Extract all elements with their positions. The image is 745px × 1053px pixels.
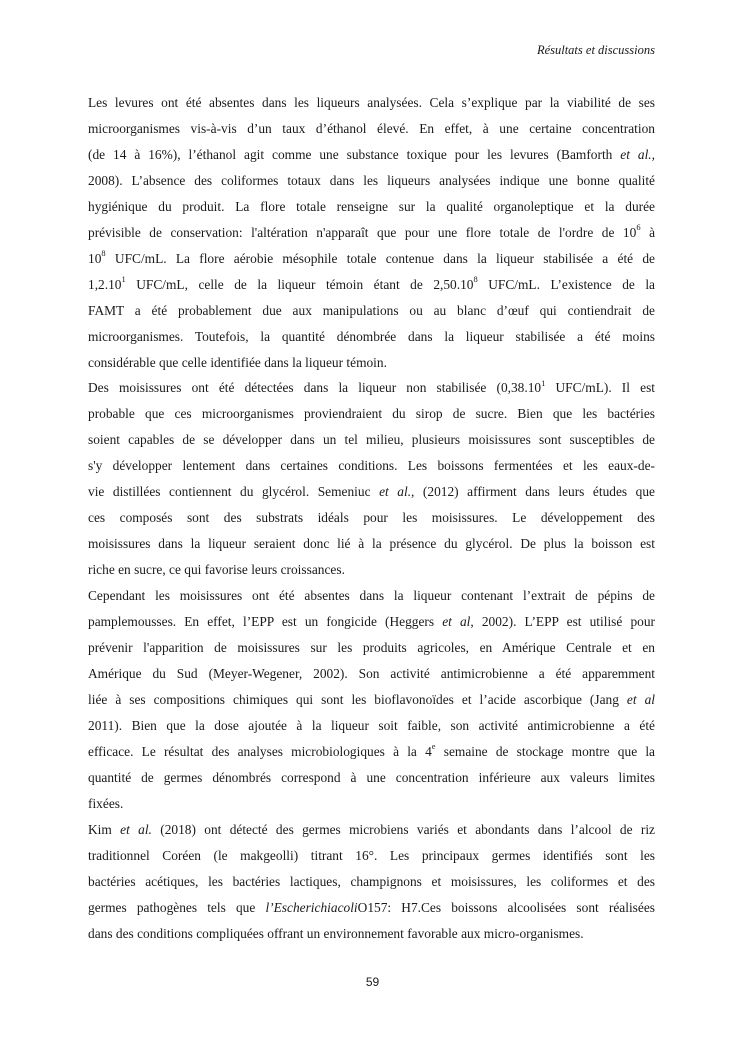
paragraph-1 xyxy=(88,90,655,375)
text-line: bactéries acétiques, les bactéries lactiques, champignons et moisissures, les coliformes et des xyxy=(88,873,655,889)
running-header: Résultats et discussions xyxy=(536,43,655,57)
text-line: Amérique du Sud (Meyer-Wegener, 2002). Son activité antimicrobienne a été apparemment xyxy=(88,665,655,681)
text-line: pamplemousses. En effet, l’EPP est un fongicide (Heggers et al, 2002). L’EPP est utilisé pour xyxy=(88,614,655,630)
text-line: 2008). L’absence des coliformes totaux dans les liqueurs analysées indique une bonne qualité xyxy=(88,172,655,188)
text-line: moisissures dans la liqueur seraient donc lié à la présence du glycérol. De plus la boisson est xyxy=(88,536,655,552)
text-line: considérable que celle identifiée dans la liqueur témoin. xyxy=(88,354,387,370)
text-line: microorganismes. Toutefois, la quantité dénombrée dans la liqueur stabilisée a été moins xyxy=(88,328,655,344)
paragraph-2 xyxy=(88,375,655,583)
text-line: hygiénique du produit. La flore totale renseigne sur la qualité organoleptique et la durée xyxy=(88,198,655,214)
text-line: microorganismes vis-à-vis d’un taux d’éthanol élevé. En effet, à une certaine concentration xyxy=(88,120,655,136)
page-number: 59 xyxy=(365,975,380,989)
text-line: Cependant les moisissures ont été absentes dans la liqueur contenant l’extrait de pépins de xyxy=(88,588,655,604)
text-line: soient capables de se développer dans un tel milieu, plusieurs moisissures sont susceptibles de xyxy=(88,432,655,448)
text-line: probable que ces microorganismes proviendraient du sirop de sucre. Bien que les bactéries xyxy=(88,406,655,422)
text-line: (de 14 à 16%), l’éthanol agit comme une substance toxique pour les levures (Bamforth et al., xyxy=(88,146,655,162)
text-line: prévenir l'apparition de moisissures sur les produits agricoles, en Amérique Centrale et en xyxy=(88,640,655,656)
text-line: efficace. Le résultat des analyses microbiologiques à la 4e semaine de stockage montre que la xyxy=(88,741,655,759)
paragraph-3 xyxy=(88,583,655,817)
text-line: s'y développer lentement dans certaines conditions. Les boissons fermentées et les eaux-de- xyxy=(88,458,655,474)
body-text xyxy=(88,90,655,946)
text-line: vie distillées contiennent du glycérol. Semeniuc et al., (2012) affirment dans leurs études que xyxy=(88,484,656,500)
paragraph-4 xyxy=(88,817,655,947)
text-line: $10^8$ UFC/mL. La flore aérobie mésophile totale contenue dans la liqueur stabilisée a été de xyxy=(88,248,655,266)
text-line: fixées. xyxy=(88,795,124,811)
text-line: 1,2.10$^1$ UFC/mL, celle de la liqueur témoin étant de 2,50.10$^8$ UFC/mL. L’existence de la xyxy=(88,274,655,292)
text-line: riche en sucre, ce qui favorise leurs croissances. xyxy=(88,562,345,578)
text-line: traditionnel Coréen (le makgeolli) titrant 16°. Les principaux germes identifiés sont les xyxy=(88,847,655,863)
text-line: FAMT a été probablement due aux manipulations ou au blanc d’œuf qui contiendrait de xyxy=(88,302,655,318)
text-line: prévisible de conservation: l'altération n'apparaît que pour une flore totale de l'ordre de $10^6$ à xyxy=(88,222,656,240)
text-line: ces composés sont des substrats idéals pour les moisissures. Le développement des xyxy=(88,510,655,526)
text-line: liée à ses compositions chimiques qui sont les bioflavonoïdes et l’acide ascorbique (Jang et al xyxy=(88,691,655,707)
text-line: quantité de germes dénombrés correspond à une concentration inférieure aux valeurs limites xyxy=(88,769,655,785)
text-line: Des moisissures ont été détectées dans la liqueur non stabilisée (0,38.10$^1$ UFC/mL). Il est xyxy=(88,378,655,396)
text-line: dans des conditions compliquées offrant un environnement favorable aux micro-organismes. xyxy=(88,925,584,941)
text-line: 2011). Bien que la dose ajoutée à la liqueur soit faible, son activité antimicrobienne a été xyxy=(88,717,655,733)
text-line: Kim et al. (2018) ont détecté des germes microbiens variés et abondants dans l’alcool de riz xyxy=(88,821,656,837)
text-line: germes pathogènes tels que l’EscherichiacoliO157: H7.Ces boissons alcoolisées sont réalisées xyxy=(88,899,655,915)
text-line: Les levures ont été absentes dans les liqueurs analysées. Cela s’explique par la viabilité de ses xyxy=(88,95,655,110)
